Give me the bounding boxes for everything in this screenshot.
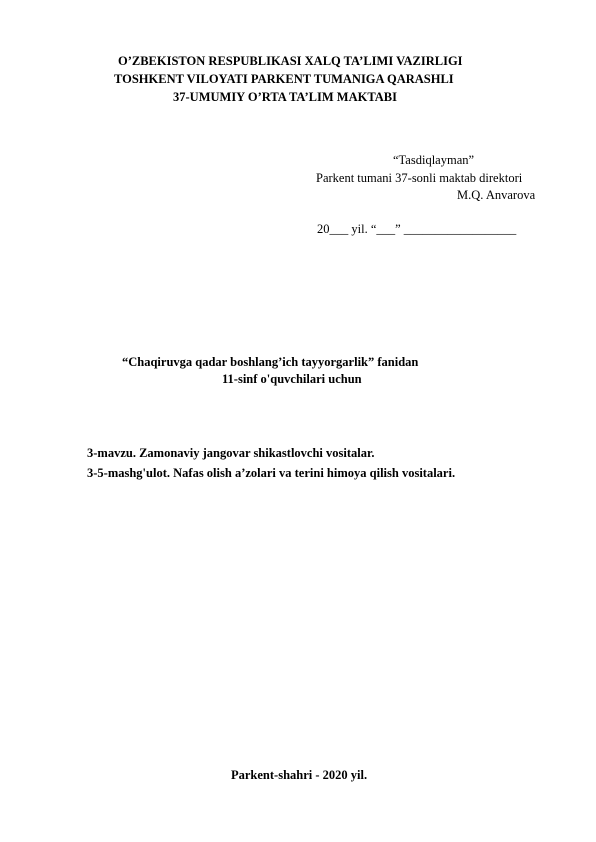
school-title: 37-UMUMIY O’RTA TA’LIM MAKTABI <box>173 90 397 104</box>
approval-position: Parkent tumani 37-sonli maktab direktori <box>316 171 523 185</box>
district-title: TOSHKENT VILOYATI PARKENT TUMANIGA QARASHLI <box>114 72 454 86</box>
topic-text: Zamonaviy jangovar shikastlovchi vositalar. <box>139 446 375 460</box>
topic-label: 3-mavzu. <box>87 446 136 460</box>
footer-place-year: Parkent-shahri - 2020 yil. <box>231 768 368 782</box>
exercise-label: 3-5-mashg'ulot. <box>87 466 170 480</box>
exercise-text: Nafas olish a’zolari va terini himoya qilish vositalari. <box>173 466 456 480</box>
topic-line <box>87 446 375 461</box>
ministry-title: O’ZBEKISTON RESPUBLIKASI XALQ TA’LIMI VAZIRLIGI <box>118 54 463 68</box>
approval-name: M.Q. Anvarova <box>457 188 536 202</box>
approval-title: “Tasdiqlayman” <box>393 153 475 167</box>
subject-title: “Chaqiruvga qadar boshlang’ich tayyorgarlik” fanidan <box>122 355 419 369</box>
subject-grade: 11-sinf o'quvchilari uchun <box>222 372 362 386</box>
exercise-line <box>87 466 455 481</box>
approval-date-line: 20___ yil. “___” __________________ <box>317 222 517 236</box>
